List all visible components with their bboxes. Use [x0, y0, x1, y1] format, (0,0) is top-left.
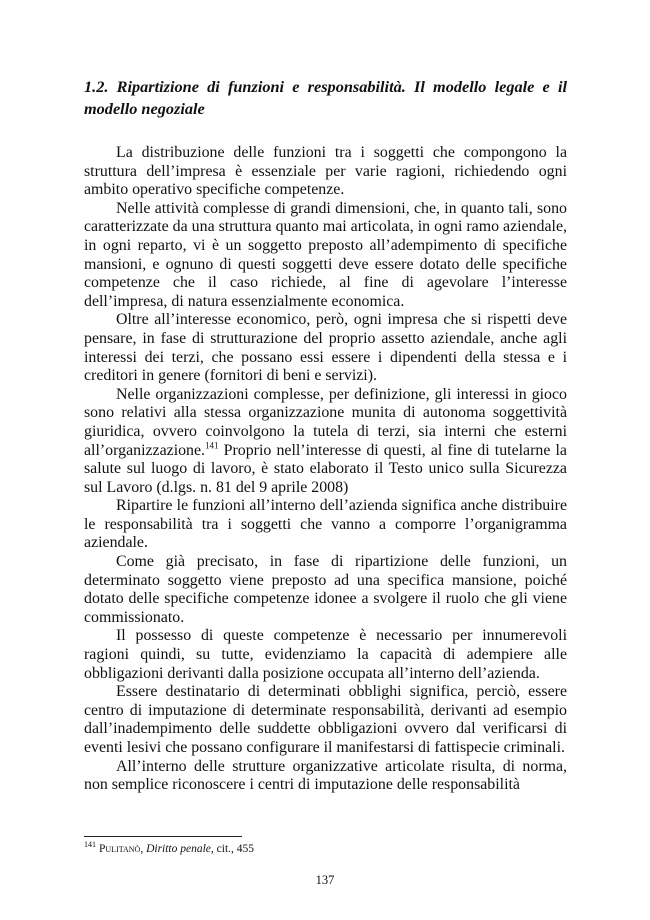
section-heading: 1.2. Ripartizione di funzioni e responsabilità. Il modello legale e il modello negoziale: [84, 77, 567, 118]
paragraph: Ripartire le funzioni all’interno dell’azienda significa anche distribuire le responsabilità tra i soggetti che vanno a comporre l’organigramma aziendale.: [84, 497, 567, 552]
footnote-number: 141: [84, 840, 96, 850]
paragraph: Come già precisato, in fase di ripartizione delle funzioni, un determinato soggetto viene preposto ad una specifica mansione, poiché dotato delle specifiche competenze idonee a svolgere il ruolo che gli viene commissionato.: [84, 553, 567, 626]
paragraph-text: Nelle organizzazioni complesse, per definizione, gli interessi in gioco sono relativi alla stessa organizzazione munita di autonoma soggettività giuridica, ovvero coinvolgono la tutela di terzi, sia interni che esterni all’organizzazione.: [84, 385, 567, 459]
body-text: [84, 144, 567, 795]
paragraph: Oltre all’interesse economico, però, ogni impresa che si rispetti deve pensare, in fase di strutturazione del proprio assetto aziendale, anche agli interessi dei terzi, che possano essi essere i dipendenti della stessa e i creditori in genere (fornitori di beni e servizi).: [84, 311, 567, 385]
paragraph: Essere destinatario di determinati obblighi significa, perciò, essere centro di imputazione di determinate responsabilità, derivanti ad esempio dall’inadempimento delle suddette obbligazioni ovvero dal verificarsi di eventi lesivi che possano configurare il manifestarsi di fattispecie criminali.: [84, 683, 567, 756]
paragraph: Nelle attività complesse di grandi dimensioni, che, in quanto tali, sono caratterizzate da una struttura quanto mai articolata, in ogni ramo aziendale, in ogni reparto, vi è un soggetto preposto all’adempimento di specifiche mansioni, e ognuno di questi soggetti deve essere dotato delle specifiche competenze che il caso richiede, al fine di agevolare l’interesse dell’impresa, di natura essenzialmente economica.: [84, 199, 567, 310]
footnote: $^{141}$ Pulitanò, Diritto penale, cit., 455: [84, 840, 255, 855]
page-number: 137: [315, 873, 335, 887]
footnote-author: Pulitanò: [99, 843, 141, 855]
paragraph: La distribuzione delle funzioni tra i soggetti che compongono la struttura dell’impresa è essenziale per varie ragioni, richiedendo ogni ambito operativo specifiche competenze.: [84, 144, 567, 199]
footnote-divider: [84, 836, 242, 837]
paragraph-text: Proprio nell’interesse di questi, al fine di tutelarne la salute sul luogo di lavoro, è stato elaborato il Testo unico sulla Sicurezza sul Lavoro (d.lgs. n. 81 del 9 aprile 2008): [84, 441, 567, 496]
footnote-reference[interactable]: 141: [205, 440, 219, 451]
paragraph: All’interno delle strutture organizzative articolate risulta, di norma, non semplice riconoscere i centri di imputazione delle responsabilità: [84, 757, 567, 794]
footnote-title: Diritto penale: [146, 843, 211, 855]
paragraph-with-footnote: [84, 386, 567, 498]
paragraph: Il possesso di queste competenze è necessario per innumerevoli ragioni quindi, su tutte, evidenziamo la capacità di adempiere alle obbligazioni derivanti dalla posizione occupata all’interno dell’azienda.: [84, 627, 567, 682]
footnote-citation: , cit., 455: [210, 843, 255, 855]
